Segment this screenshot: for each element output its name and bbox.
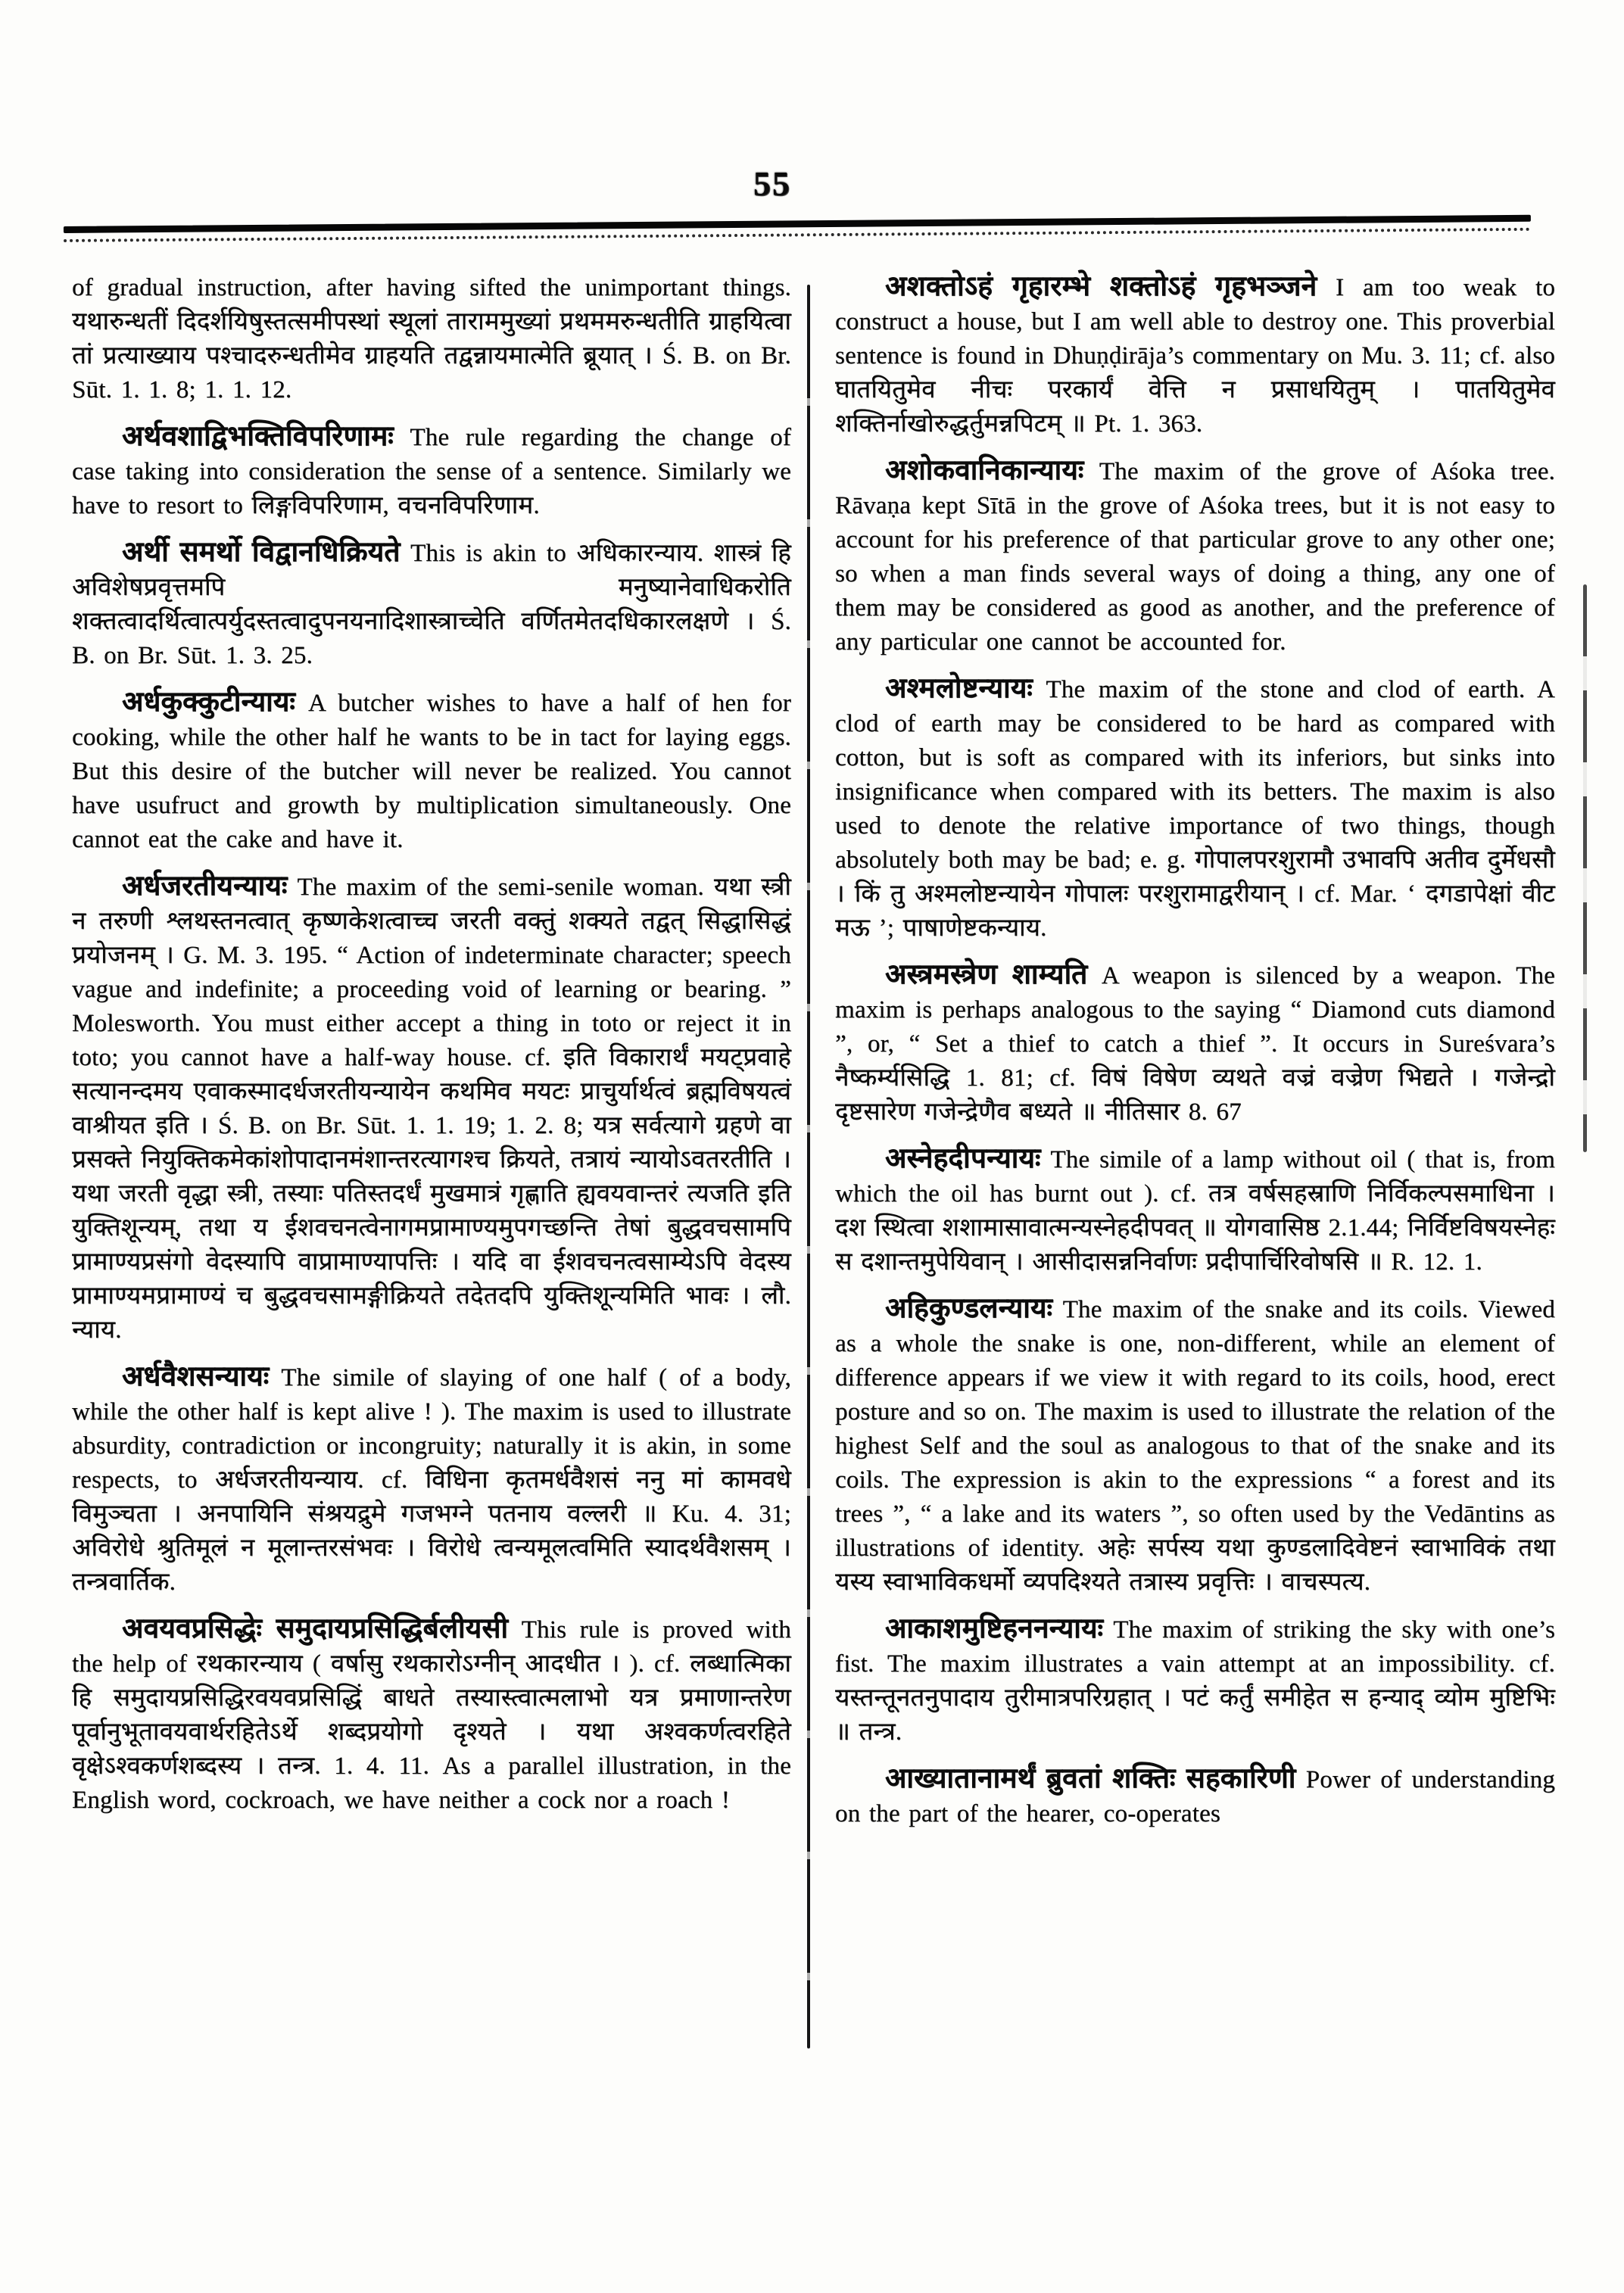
- entry-headword: अश्मलोष्टन्यायः: [885, 673, 1033, 704]
- entry-body: This rule is proved with the help of रथकारन्याय ( वर्षासु रथकारोऽग्नीन् आदधीत । ). cf. लब्धात्मिका हि समुदायप्रसिद्धिरवयवप्रसिद्धिं बाधते तस्यास्त्वात्मलाभो यत्र प्रमाणान्तरेण पूर्वानुभूतावयवार्थरहितेऽर्थे शब्दप्रयोगो दृश्यते । यथा अश्वकर्णत्वरहिते वृक्षेऽश्वकर्णशब्दस्य । तन्त्र. 1. 4. 11. As a parallel illustration, in the English word, cockroach, we have neither a cock nor a roach !: [72, 1616, 791, 1814]
- dictionary-entry: [72, 419, 791, 523]
- entry-body: A butcher wishes to have a half of hen for cooking, while the other half he wants to be in tact for laying eggs. But this desire of the butcher will never be realized. You cannot have usufruct and growth by multiplication simultaneously. One cannot eat the cake and have it.: [72, 690, 791, 853]
- entry-headword: अर्धवैशसन्यायः: [122, 1361, 270, 1392]
- entry-body: The maxim of the semi-senile woman. यथा स्त्री न तरुणी श्लथस्तनत्वात् कृष्णकेशत्वाच्च जरती वक्तुं शक्यते तद्वत् सिद्धासिद्धं प्रयोजनम् । G. M. 3. 195. “ Action of indeterminate character; speech vague and indefinite; a proceeding void of learning or bearing. ” Molesworth. You must either accept a thing in toto or reject it in toto; you cannot have a half-way house. cf. इति विकारार्थं मयट्प्रवाहे सत्यानन्दमय एवाकस्मादर्धजरतीयन्यायेन कथमिव मयटः प्राचुर्यार्थत्वं ब्रह्मविषयत्वं वाश्रीयत इति । Ś. B. on Br. Sūt. 1. 1. 19; 1. 2. 8; यत्र सर्वत्यागे ग्रहणे वा प्रसक्ते नियुक्तिकमेकांशोपादानमंशान्तरत्यागश्च क्रियते, तत्रायं न्यायोऽवतरतीति । यथा जरती वृद्धा स्त्री, तस्याः पतिस्तदर्धं मुखमात्रं गृह्णाति ह्यवयवान्तरं त्यजति इति युक्तिशून्यम्, तथा य ईशवचनत्वेनागमप्रामाण्यमुपगच्छन्ति तेषां बुद्धवचसामपि प्रामाण्यप्रसंगो वेदस्यापि वाप्रामाण्यापत्तिः । यदि वा ईशवचनत्वसाम्येऽपि वेदस्य प्रामाण्यमप्रामाण्यं च बुद्धवचसामङ्गीक्रियते तदेतदपि युक्तिशून्यमिति भावः । लौ. न्याय.: [72, 874, 791, 1344]
- entry-headword: अर्थी समर्थो विद्वानधिक्रियते: [122, 537, 401, 568]
- entry-headword: अस्त्रमस्त्रेण शाम्यति: [885, 959, 1088, 990]
- entry-body: This is akin to अधिकारन्याय. शास्त्रं हि अविशेषप्रवृत्तमपि मनुष्यानेवाधिकरोति शक्तत्वादर्थित्वात्पर्युदस्तत्वादुपनयनादिशास्त्राच्चेति वर्णितमेतदधिकारलक्षणे । Ś. B. on Br. Sūt. 1. 3. 25.: [72, 540, 792, 669]
- page-number: 55: [753, 164, 791, 203]
- entry-body: I am too weak to construct a house, but I am well able to destroy one. This proverbial sentence is found in Dhuṇḍirāja’s commentary on Mu. 3. 11; cf. also घातयितुमेव नीचः परकार्यं वेत्ति न प्रसाधयितुम् । पातयितुमेव शक्तिर्नाखोरुद्धर्तुमन्नपिटम् ॥ Pt. 1. 363.: [835, 274, 1556, 438]
- dictionary-entry: [835, 958, 1555, 1129]
- scan-artifact-right-edge: [1583, 584, 1587, 1152]
- dictionary-entry: [835, 453, 1555, 659]
- entry-headword: अस्नेहदीपन्यायः: [885, 1143, 1041, 1174]
- dictionary-entry: [835, 1612, 1555, 1749]
- entry-body: The maxim of the snake and its coils. Viewed as a whole the snake is one, non-different, while an element of difference appears if we view it with regard to its coils, hood, erect posture and so on. The maxim is used to illustrate the relation of the highest Self and the soul as analogous to that of the snake and its coils. The expression is akin to the expressions “ a forest and its trees ”, “ a lake and its waters ”, so often used by the Vedāntins as illustrations of identity. अहेः सर्पस्य यथा कुण्डलादिवेष्टनं स्वाभाविकं तथा यस्य स्वाभाविकधर्मो व्यपदिश्यते तत्रास्य प्रवृत्तिः । वाचस्पत्य.: [835, 1296, 1556, 1596]
- entry-headword: अर्धजरतीयन्यायः: [122, 871, 288, 902]
- entry-headword: आकाशमुष्टिहननन्यायः: [885, 1613, 1104, 1644]
- entry-body: A weapon is silenced by a weapon. The maxim is perhaps analogous to the saying “ Diamond cuts diamond ”, or, “ Set a thief to catch a thief ”. It occurs in Sureśvara’s नैष्कर्म्यसिद्धि 1. 81; cf. विषं विषेण व्यथते वज्रं वज्रेण भिद्यते । गजेन्द्रो दृष्टसारेण गजेन्द्रेणैव बध्यते ॥ नीतिसार 8. 67: [835, 962, 1555, 1126]
- entry-body: Power of understanding on the part of the hearer, co-operates: [835, 1766, 1556, 1827]
- entry-body: The simile of a lamp without oil ( that is, from which the oil has burnt out ). cf. तत्र वर्षसहस्राणि निर्विकल्पसमाधिना । दश स्थित्वा शशामासावात्मन्यस्नेहदीपवत् ॥ योगवासिष्ठ 2.1.44; निर्विष्टविषयस्नेहः स दशान्तमुपेयिवान् । आसीदासन्ननिर्वाणः प्रदीपार्चिरिवोषसि ॥ R. 12. 1.: [835, 1146, 1555, 1276]
- entry-body: The maxim of striking the sky with one’s fist. The maxim illustrates a vain attempt at an impossibility. cf. यस्तन्तूनतनुपादाय तुरीमात्रपरिग्रहात् । पटं कर्तुं समीहेत स हन्याद् व्योम मुष्टिभिः ॥ तन्त्र.: [835, 1616, 1555, 1746]
- column-divider: [807, 285, 810, 2048]
- entry-headword: आख्यातानामर्थं ब्रुवतां शक्तिः सहकारिणी: [885, 1763, 1296, 1794]
- header-rule: [64, 215, 1531, 242]
- entry-body: The maxim of the stone and clod of earth. A clod of earth may be considered to be hard as compared with cotton, but is soft as compared with its inferiors, but sinks into insignificance when compared with its betters. The maxim is also used to denote the relative importance of two things, though absolutely both may be bad; e. g. गोपालपरशुरामौ उभावपि अतीव दुर्मेधसौ । किं तु अश्मलोष्टन्यायेन गोपालः परशुरामाद्वरीयान् । cf. Mar. ‘ दगडापेक्षां वीट मऊ ’; पाषाणेष्टकन्याय.: [835, 676, 1556, 942]
- dictionary-entry: [72, 535, 791, 673]
- dictionary-entry: [835, 1291, 1555, 1600]
- dictionary-entry: [835, 671, 1555, 946]
- entry-headword: अर्धकुक्कुटीन्यायः: [122, 687, 295, 718]
- entry-headword: अहिकुण्डलन्यायः: [885, 1293, 1053, 1324]
- entry-headword: अशक्तोऽहं गृहारम्भे शक्तोऽहं गृहभञ्जने: [885, 271, 1317, 302]
- dictionary-entry: [835, 1762, 1555, 1831]
- entry-body: The rule regarding the change of case taking into consideration the sense of a sentence. Similarly we have to resort to लिङ्गविपरिणाम, वचनविपरिणाम.: [72, 424, 791, 519]
- dictionary-entry: [835, 269, 1555, 441]
- entry-headword: अशोकवानिकान्यायः: [885, 455, 1084, 486]
- entry-body: of gradual instruction, after having sifted the unimportant things. यथारुन्धतीं दिदर्शयिषुस्तत्समीपस्थां स्थूलां ताराममुख्यां प्रथममरुन्धतीति ग्राहयित्वा तां प्रत्याख्याय पश्चादरुन्धतीमेव ग्राहयति तद्वन्नायमात्मेति ब्रूयात् । Ś. B. on Br. Sūt. 1. 1. 8; 1. 1. 12.: [72, 274, 791, 403]
- dictionary-entry: [72, 1612, 791, 1818]
- left-column: [72, 269, 791, 1818]
- entry-headword: अवयवप्रसिद्धेः समुदायप्रसिद्धिर्बलीयसी: [122, 1613, 509, 1644]
- entry-body: The simile of slaying of one half ( of a body, while the other half is kept alive ! ). The maxim is used to illustrate absurdity, contradiction or incongruity; naturally it is akin, in some respects, to अर्धजरतीयन्याय. cf. विधिना कृतमर्धवैशसं ननु मां कामवधे विमुञ्चता । अनपायिनि संश्रयद्रुमे गजभग्ने पतनाय वल्लरी ॥ Ku. 4. 31; अविरोधे श्रुतिमूलं न मूलान्तरसंभवः । विरोधे त्वन्यमूलत्वमिति स्यादर्थवैशसम् । तन्त्रवार्तिक.: [72, 1364, 791, 1596]
- right-column: [835, 269, 1555, 1831]
- entry-headword: अर्थवशाद्विभक्तिविपरिणामः: [122, 421, 394, 452]
- entry-continuation: [72, 269, 791, 407]
- entry-body: The maxim of the grove of Aśoka tree. Rāvaṇa kept Sītā in the grove of Aśoka trees, but it is not easy to account for his preference of that particular grove to any other one; so when a man finds several ways of doing a thing, any one of them may be considered as good as another, and the preference of any particular one cannot be accounted for.: [835, 458, 1556, 656]
- dictionary-entry: [72, 685, 791, 857]
- dictionary-entry: [72, 1360, 791, 1600]
- dictionary-entry: [835, 1142, 1555, 1279]
- dictionary-entry: [72, 869, 791, 1347]
